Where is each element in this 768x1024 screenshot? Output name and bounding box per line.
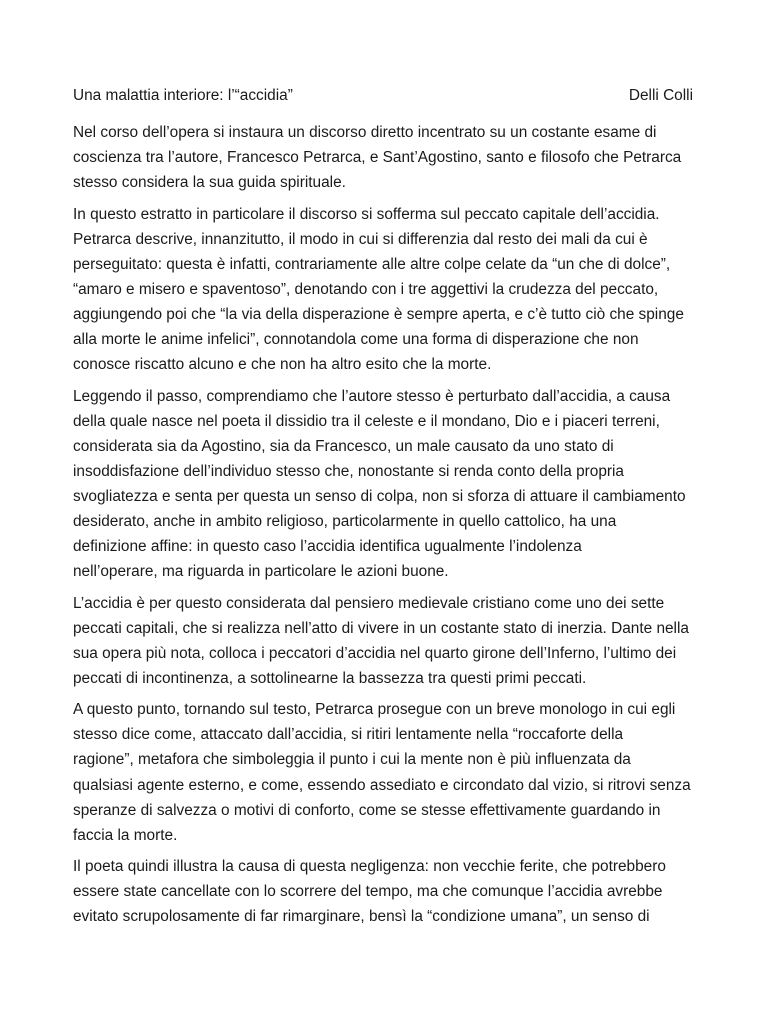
paragraph-line: faccia la morte. xyxy=(73,826,178,844)
paragraph-line: Nel corso dell’opera si instaura un discorso diretto incentrato su un costante esame di xyxy=(73,124,657,141)
document-title: Una malattia interiore: l’“accidia” xyxy=(73,87,293,104)
paragraph xyxy=(73,854,693,929)
paragraph-line: coscienza tra l’autore, Francesco Petrarca, e Sant’Agostino, santo e filosofo che Petrarca xyxy=(73,149,682,167)
paragraph-line: Il poeta quindi illustra la causa di questa negligenza: non vecchie ferite, che potrebbero xyxy=(73,858,666,876)
paragraph-line: qualsiasi agente esterno, e come, essendo assediato e circondato dal vizio, si ritrovi senza xyxy=(73,776,691,794)
paragraph-line: L’accidia è per questo considerata dal pensiero medievale cristiano come uno dei sette xyxy=(73,594,665,612)
paragraph-line: In questo estratto in particolare il discorso si sofferma sul peccato capitale dell’accidia. xyxy=(73,205,660,223)
paragraph-line: definizione affine: in questo caso l’accidia identifica ugualmente l’indolenza xyxy=(73,538,582,556)
paragraph-line: insoddisfazione dell’individuo stesso che, nonostante si renda conto della propria xyxy=(73,462,624,480)
paragraph-line: alla morte le anime infelici”, connotandola come una forma di disperazione che non xyxy=(73,331,639,349)
paragraph-line: sua opera più nota, colloca i peccatori d’accidia nel quarto girone dell’Inferno, l’ultimo dei xyxy=(73,644,677,662)
page-header xyxy=(73,86,693,106)
paragraph-line: aggiungendo poi che “la via della disperazione è sempre aperta, e c’è tutto ciò che spinge xyxy=(73,305,684,323)
paragraph-line: evitato scrupolosamente di far rimarginare, bensì la “condizione umana”, un senso di xyxy=(73,908,650,926)
paragraph-line: Petrarca descrive, innanzitutto, il modo in cui si differenzia dal resto dei mali da cui è xyxy=(73,230,648,248)
paragraph-line: della quale nasce nel poeta il dissidio tra il celeste e il mondano, Dio e i piaceri terreni, xyxy=(73,412,660,430)
paragraph-line: desiderato, anche in ambito religioso, particolarmente in quello cattolico, ha una xyxy=(73,513,617,530)
paragraph xyxy=(73,120,693,195)
paragraph-line: peccati capitali, che si realizza nell’atto di vivere in un costante stato di inerzia. Dante nella xyxy=(73,619,689,637)
paragraph-line: ragione”, metafora che simboleggia il punto i cui la mente non è più influenzata da xyxy=(73,751,631,769)
paragraph xyxy=(73,591,693,691)
paragraph-line: Leggendo il passo, comprendiamo che l’autore stesso è perturbato dall’accidia, a causa xyxy=(73,387,671,405)
paragraph-line: speranze di salvezza o motivi di conforto, come se stesse effettivamente guardando in xyxy=(73,801,661,819)
paragraph-line: conosce riscatto alcuno e che non ha altro esito che la morte. xyxy=(73,356,492,374)
document-body xyxy=(73,120,693,936)
paragraph-line: peccati di incontinenza, a sottolinearne la bassezza tra questi primi peccati. xyxy=(73,669,587,687)
paragraph-line: svogliatezza e senta per questa un senso di colpa, non si sforza di attuare il cambiamento xyxy=(73,487,686,505)
paragraph xyxy=(73,697,693,848)
paragraph-line: “amaro e misero e spaventoso”, denotando con i tre aggettivi la crudezza del peccato, xyxy=(73,280,659,298)
paragraph-line: essere state cancellate con lo scorrere del tempo, ma che comunque l’accidia avrebbe xyxy=(73,883,663,901)
paragraph xyxy=(73,202,693,378)
paragraph-line: A questo punto, tornando sul testo, Petrarca prosegue con un breve monologo in cui egli xyxy=(73,701,676,719)
paragraph-line: stesso dice come, attaccato dall’accidia, si ritiri lentamente nella “roccaforte della xyxy=(73,726,624,744)
paragraph-line: perseguitato: questa è infatti, contrariamente alle altre colpe celate da “un che di dolce”, xyxy=(73,255,671,273)
paragraph xyxy=(73,384,693,585)
author-name: Delli Colli xyxy=(628,87,693,104)
paragraph-line: stesso considera la sua guida spirituale. xyxy=(73,174,346,192)
paragraph-line: nell’operare, ma riguarda in particolare le azioni buone. xyxy=(73,563,449,581)
paragraph-line: considerata sia da Agostino, sia da Francesco, un male causato da uno stato di xyxy=(73,437,614,455)
